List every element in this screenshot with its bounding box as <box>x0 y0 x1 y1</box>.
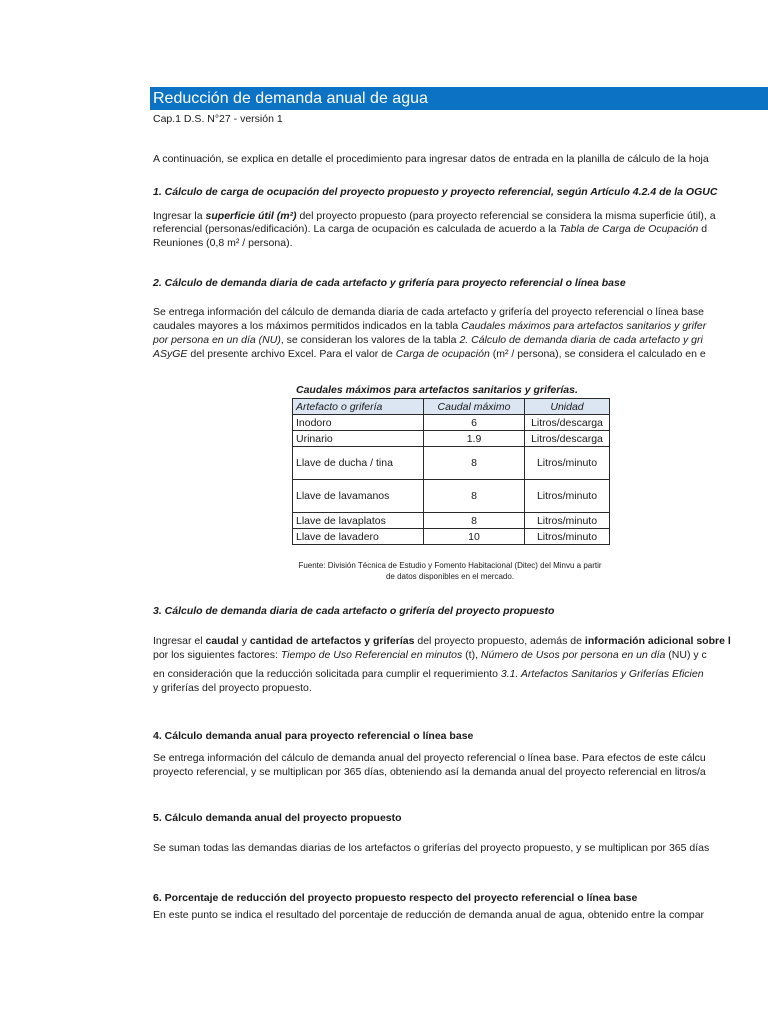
table-cell: Llave de lavamanos <box>293 480 424 513</box>
table-cell: Litros/minuto <box>525 480 610 513</box>
sheet-reference: ASyGE <box>153 348 188 360</box>
section-1-line-1 <box>153 210 716 223</box>
table-header-row <box>293 399 610 415</box>
text-run: caudales mayores a los máximos permitidos indicados en la tabla <box>153 320 462 332</box>
document-subtitle: Cap.1 D.S. N°27 - versión 1 <box>153 113 283 125</box>
table-cell: 6 <box>424 415 525 431</box>
table-cell: Litros/minuto <box>525 513 610 529</box>
max-flow-table <box>292 398 610 545</box>
caudal-term: caudal <box>205 635 239 647</box>
section-2-line-4 <box>153 348 706 361</box>
source-line: de datos disponibles en el mercado. <box>385 572 515 581</box>
section-3-heading: 3. Cálculo de demanda diaria de cada artefacto o grifería del proyecto propuesto <box>153 605 555 617</box>
table-caption: Caudales máximos para artefactos sanitarios y griferías. <box>296 384 578 396</box>
table-reference: Caudales máximos para artefactos sanitarios y grifer <box>461 320 707 332</box>
cantidad-term: cantidad de artefactos y griferías <box>249 635 415 647</box>
text-run: d <box>698 223 708 235</box>
table-cell: 10 <box>424 529 525 545</box>
page-title: Reducción de demanda anual de agua <box>150 87 768 110</box>
text-run: por persona en un día (NU) <box>153 334 281 346</box>
section-2-heading: 2. Cálculo de demanda diaria de cada artefacto y grifería para proyecto referencial o línea base <box>153 277 626 289</box>
section-6-line-1: En este punto se indica el resultado del porcentaje de reducción de demanda anual de agua, obtenido entre la compar <box>153 909 705 921</box>
section-4-line-2: proyecto referencial, y se multiplican por 365 días, obteniendo así la demanda anual del proyecto referencial en litros/a <box>153 766 706 778</box>
table-cell: Llave de ducha / tina <box>293 447 424 480</box>
column-header: Artefacto o grifería <box>293 399 424 415</box>
section-5-heading: 5. Cálculo demanda anual del proyecto propuesto <box>153 812 402 824</box>
table-reference: Tabla de Carga de Ocupación <box>559 223 699 235</box>
section-1-line-3: Reuniones (0,8 m² / persona). <box>153 237 293 249</box>
table-row <box>293 431 610 447</box>
section-3-line-4: y griferías del proyecto propuesto. <box>153 682 312 694</box>
table-row <box>293 480 610 513</box>
table-source-note <box>293 560 607 582</box>
factor-term: Tiempo de Uso Referencial en minutos <box>280 649 463 661</box>
table-cell: Llave de lavaplatos <box>293 513 424 529</box>
table-cell: Litros/descarga <box>525 431 610 447</box>
column-header: Caudal máximo <box>424 399 525 415</box>
text-run: (NU) y c <box>665 649 707 661</box>
carga-ocupacion-term: Carga de ocupación <box>395 348 490 360</box>
text-run: del proyecto propuesto, además de <box>414 635 585 647</box>
text-run: referencial (personas/edificación). La carga de ocupación es calculada de acuerdo a la <box>153 223 560 235</box>
table-cell: Litros/minuto <box>525 529 610 545</box>
info-adicional-term: información adicional sobre l <box>584 635 731 647</box>
column-header: Unidad <box>525 399 610 415</box>
section-1-line-2 <box>153 223 708 236</box>
text-run: Ingresar la <box>153 210 206 222</box>
section-4-heading: 4. Cálculo demanda anual para proyecto referencial o línea base <box>153 730 474 742</box>
text-run: , se consideran los valores de la tabla <box>280 334 460 346</box>
text-run: (t), <box>462 649 481 661</box>
text-run: (m² / persona), se considera el calculado en e <box>489 348 706 360</box>
section-2-line-1: Se entrega información del cálculo de demanda diaria de cada artefacto y grifería del proyecto referencial o línea base <box>153 306 704 318</box>
table-cell: 8 <box>424 480 525 513</box>
superficie-util-term: superficie útil (m²) <box>205 210 297 222</box>
table-cell: Litros/minuto <box>525 447 610 480</box>
section-6-heading: 6. Porcentaje de reducción del proyecto propuesto respecto del proyecto referencial o línea base <box>153 892 638 904</box>
section-4-line-1: Se entrega información del cálculo de demanda anual del proyecto referencial o línea base. Para efectos de este cálcu <box>153 752 706 764</box>
section-5-line-1: Se suman todas las demandas diarias de los artefactos o griferías del proyecto propuesto, y se multiplican por 365 días <box>153 842 710 854</box>
section-3-line-1 <box>153 635 731 648</box>
table-row <box>293 415 610 431</box>
requirement-reference: 3.1. Artefactos Sanitarios y Griferías Eficien <box>500 668 704 680</box>
table-cell: Urinario <box>293 431 424 447</box>
source-line: Fuente: División Técnica de Estudio y Fomento Habitacional (Ditec) del Minvu a partir <box>298 561 602 570</box>
text-run: Ingresar el <box>153 635 206 647</box>
table-row <box>293 513 610 529</box>
intro-paragraph: A continuación, se explica en detalle el procedimiento para ingresar datos de entrada en la planilla de cálculo de la hoja <box>153 153 709 165</box>
factor-term: Número de Usos por persona en un día <box>480 649 666 661</box>
table-cell: Llave de lavadero <box>293 529 424 545</box>
text-run: del presente archivo Excel. Para el valor de <box>187 348 396 360</box>
table-cell: 1.9 <box>424 431 525 447</box>
table-cell: 8 <box>424 513 525 529</box>
table-reference: 2. Cálculo de demanda diaria de cada artefacto y gri <box>459 334 703 346</box>
table-row <box>293 447 610 480</box>
section-2-line-2 <box>153 320 707 333</box>
text-run: por los siguientes factores: <box>153 649 281 661</box>
text-run: y <box>238 635 250 647</box>
text-run: en consideración que la reducción solicitada para cumplir el requerimiento <box>153 668 501 680</box>
section-2-line-3 <box>153 334 703 347</box>
section-3-line-2 <box>153 649 707 662</box>
section-3-line-3 <box>153 668 704 681</box>
section-1-heading: 1. Cálculo de carga de ocupación del proyecto propuesto y proyecto referencial, según Artículo 4.2.4 de la OGUC <box>153 186 718 198</box>
table-cell: 8 <box>424 447 525 480</box>
table-row <box>293 529 610 545</box>
table-cell: Inodoro <box>293 415 424 431</box>
table-cell: Litros/descarga <box>525 415 610 431</box>
text-run: del proyecto propuesto (para proyecto referencial se considera la misma superficie útil), a <box>296 210 716 222</box>
